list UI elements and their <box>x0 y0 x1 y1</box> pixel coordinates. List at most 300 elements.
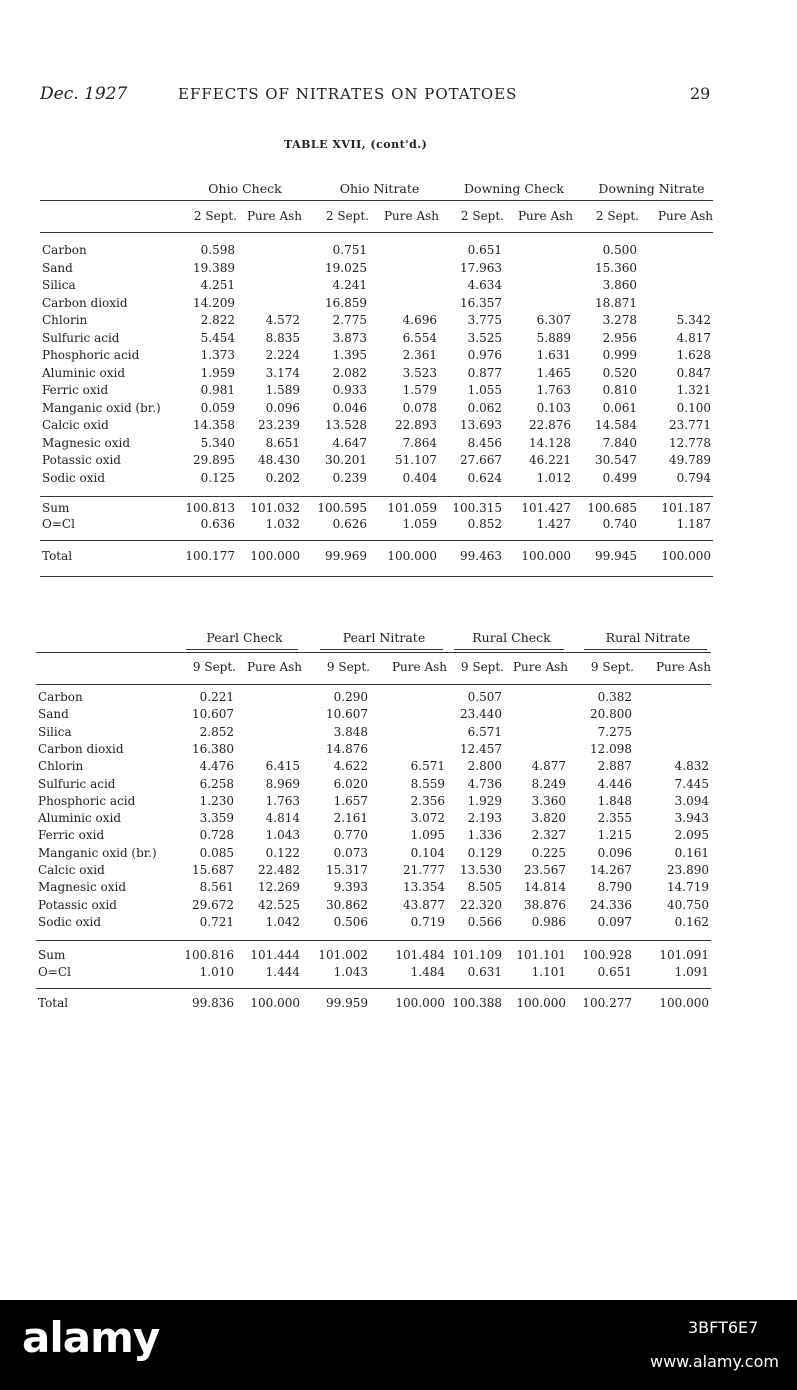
cell-value: 0.877 <box>467 365 502 380</box>
row-label: Sodic oxid <box>42 470 106 485</box>
cell-value: 1.589 <box>265 383 300 397</box>
cell-value: 1.763 <box>536 383 571 397</box>
running-head-title: EFFECTS OF NITRATES ON POTATOES <box>178 85 518 103</box>
cell-value: 0.096 <box>597 845 632 860</box>
cell-value: 22.876 <box>529 418 571 432</box>
cell-value: 12.098 <box>590 741 632 756</box>
cell-value: 0.566 <box>467 914 502 929</box>
cell-value: 101.427 <box>521 501 571 515</box>
cell-value: 4.572 <box>265 313 300 327</box>
cell-value: 6.415 <box>265 759 300 774</box>
cell-value: 0.073 <box>333 845 368 860</box>
row-label: Ferric oxid <box>38 828 105 843</box>
table-rule <box>36 940 711 941</box>
cell-value: 0.999 <box>602 348 637 362</box>
cell-value: 4.251 <box>200 278 235 292</box>
column-subheader: 2 Sept. <box>460 209 504 223</box>
cell-value: 17.963 <box>460 260 502 275</box>
column-subheader: 9 Sept. <box>460 660 504 674</box>
cell-value: 0.651 <box>467 243 502 257</box>
cell-value: 23.567 <box>524 863 566 877</box>
group-underline <box>186 649 298 650</box>
cell-value: 3.943 <box>674 811 709 826</box>
cell-value: 0.129 <box>467 845 502 860</box>
cell-value: 15.360 <box>595 260 637 275</box>
cell-value: 4.241 <box>332 278 367 292</box>
cell-value: 3.873 <box>332 330 367 345</box>
cell-value: 1.043 <box>265 828 300 843</box>
cell-value: 1.091 <box>674 965 709 979</box>
row-label: Carbon <box>42 243 87 257</box>
alamy-logo: alamy <box>22 1313 160 1362</box>
cell-value: 29.672 <box>192 897 234 912</box>
cell-value: 38.876 <box>524 897 566 912</box>
row-label: Sand <box>42 260 73 275</box>
cell-value: 99.969 <box>325 549 367 563</box>
cell-value: 0.624 <box>467 470 502 485</box>
column-subheader: 9 Sept. <box>326 660 370 674</box>
cell-value: 3.523 <box>402 365 437 380</box>
cell-value: 4.736 <box>467 776 502 791</box>
cell-value: 3.359 <box>199 811 234 826</box>
cell-value: 3.278 <box>602 313 637 327</box>
cell-value: 0.626 <box>332 517 367 531</box>
cell-value: 16.357 <box>460 295 502 310</box>
cell-value: 19.025 <box>325 260 367 275</box>
cell-value: 0.221 <box>199 690 234 704</box>
cell-value: 2.775 <box>332 313 367 327</box>
cell-value: 1.042 <box>265 914 300 929</box>
row-label: Phosphoric acid <box>38 793 136 808</box>
table-rule <box>40 576 713 577</box>
cell-value: 100.000 <box>395 996 445 1010</box>
cell-value: 13.530 <box>460 863 502 877</box>
cell-value: 99.945 <box>595 549 637 563</box>
cell-value: 0.161 <box>674 845 709 860</box>
cell-value: 0.933 <box>332 383 367 397</box>
cell-value: 100.000 <box>250 549 300 563</box>
cell-value: 4.814 <box>265 811 300 826</box>
cell-value: 0.125 <box>200 470 235 485</box>
cell-value: 1.043 <box>333 965 368 979</box>
row-label: Carbon <box>38 690 83 704</box>
column-subheader: Pure Ash <box>246 209 302 223</box>
row-label: Sodic oxid <box>38 914 102 929</box>
cell-value: 100.388 <box>452 996 502 1010</box>
cell-value: 7.275 <box>597 724 632 739</box>
cell-value: 1.321 <box>676 383 711 397</box>
cell-value: 2.161 <box>333 811 368 826</box>
cell-value: 23.771 <box>669 418 711 432</box>
cell-value: 0.104 <box>410 845 445 860</box>
row-label: Phosphoric acid <box>42 348 140 362</box>
cell-value: 19.389 <box>193 260 235 275</box>
row-label: Magnesic oxid <box>38 880 126 895</box>
table-rule <box>40 200 713 201</box>
cell-value: 30.862 <box>326 897 368 912</box>
cell-value: 8.790 <box>597 880 632 895</box>
row-label: Aluminic oxid <box>38 811 122 826</box>
cell-value: 0.122 <box>265 845 300 860</box>
cell-value: 0.981 <box>200 383 235 397</box>
column-group-header: Ohio Nitrate <box>339 181 420 196</box>
cell-value: 42.525 <box>258 897 300 912</box>
cell-value: 5.342 <box>676 313 711 327</box>
cell-value: 4.832 <box>674 759 709 774</box>
cell-value: 8.969 <box>265 776 300 791</box>
row-label: Aluminic oxid <box>42 365 126 380</box>
cell-value: 2.327 <box>531 828 566 843</box>
cell-value: 14.128 <box>529 435 571 450</box>
cell-value: 0.062 <box>467 400 502 415</box>
row-label: Carbon dioxid <box>38 741 124 756</box>
cell-value: 5.340 <box>200 435 235 450</box>
cell-value: 6.258 <box>199 776 234 791</box>
cell-value: 0.631 <box>467 965 502 979</box>
cell-value: 0.506 <box>333 914 368 929</box>
cell-value: 8.249 <box>531 776 566 791</box>
cell-value: 21.777 <box>403 863 445 877</box>
cell-value: 9.393 <box>333 880 368 895</box>
cell-value: 0.097 <box>597 914 632 929</box>
column-subheader: Pure Ash <box>512 660 568 674</box>
cell-value: 101.109 <box>452 948 502 962</box>
cell-value: 27.667 <box>460 453 502 467</box>
cell-value: 14.209 <box>193 295 235 310</box>
cell-value: 0.046 <box>332 400 367 415</box>
cell-value: 101.059 <box>387 501 437 515</box>
cell-value: 101.032 <box>250 501 300 515</box>
cell-value: 2.887 <box>597 759 632 774</box>
cell-value: 99.959 <box>326 996 368 1010</box>
cell-value: 6.571 <box>410 759 445 774</box>
cell-value: 1.444 <box>265 965 300 979</box>
cell-value: 0.500 <box>602 243 637 257</box>
cell-value: 101.444 <box>250 948 300 962</box>
row-label: Calcic oxid <box>42 418 109 432</box>
cell-value: 100.928 <box>582 948 632 962</box>
cell-value: 18.871 <box>595 295 637 310</box>
cell-value: 0.740 <box>602 517 637 531</box>
cell-value: 1.579 <box>402 383 437 397</box>
row-label: Manganic oxid (br.) <box>38 845 157 860</box>
column-group-header: Rural Check <box>472 630 551 645</box>
site-url: www.alamy.com <box>650 1352 779 1371</box>
cell-value: 0.976 <box>467 348 502 362</box>
cell-value: 0.085 <box>199 845 234 860</box>
row-label: Silica <box>38 724 72 739</box>
cell-value: 3.820 <box>531 811 566 826</box>
cell-value: 14.584 <box>595 418 637 432</box>
cell-value: 4.634 <box>467 278 502 292</box>
cell-value: 1.215 <box>597 828 632 843</box>
cell-value: 4.476 <box>199 759 234 774</box>
cell-value: 2.082 <box>332 365 367 380</box>
cell-value: 2.956 <box>602 330 637 345</box>
cell-value: 12.778 <box>669 435 711 450</box>
column-subheader: Pure Ash <box>517 209 573 223</box>
cell-value: 0.499 <box>602 470 637 485</box>
column-group-header: Pearl Nitrate <box>342 630 426 645</box>
cell-value: 14.358 <box>193 418 235 432</box>
cell-value: 100.685 <box>587 501 637 515</box>
cell-value: 13.693 <box>460 418 502 432</box>
cell-value: 2.355 <box>597 811 632 826</box>
table-rule <box>36 988 711 989</box>
cell-value: 4.647 <box>332 435 367 450</box>
cell-value: 13.354 <box>403 880 445 895</box>
cell-value: 0.404 <box>402 470 437 485</box>
cell-value: 3.525 <box>467 330 502 345</box>
cell-value: 101.187 <box>661 501 711 515</box>
cell-value: 1.095 <box>410 828 445 843</box>
cell-value: 51.107 <box>395 453 437 467</box>
cell-value: 100.277 <box>582 996 632 1010</box>
table-rule <box>36 684 711 685</box>
cell-value: 23.440 <box>460 707 502 722</box>
cell-value: 101.484 <box>395 948 445 962</box>
cell-value: 1.763 <box>265 793 300 808</box>
cell-value: 0.810 <box>602 383 637 397</box>
row-label: Sulfuric acid <box>38 776 116 791</box>
cell-value: 100.000 <box>659 996 709 1010</box>
cell-value: 1.484 <box>410 965 445 979</box>
cell-value: 3.860 <box>602 278 637 292</box>
page-number: 29 <box>690 84 711 103</box>
cell-value: 23.239 <box>258 418 300 432</box>
row-label: Sum <box>38 948 66 962</box>
table-rule <box>40 496 713 497</box>
cell-value: 101.002 <box>318 948 368 962</box>
column-subheader: 9 Sept. <box>192 660 236 674</box>
table-caption: TABLE XVII, (cont'd.) <box>284 138 428 151</box>
cell-value: 22.320 <box>460 897 502 912</box>
cell-value: 7.864 <box>402 435 437 450</box>
cell-value: 1.631 <box>536 348 571 362</box>
cell-value: 12.457 <box>460 741 502 756</box>
row-label: Chlorin <box>38 759 84 774</box>
cell-value: 4.622 <box>333 759 368 774</box>
table-rule <box>40 232 713 233</box>
group-underline <box>320 649 443 650</box>
cell-value: 15.687 <box>192 863 234 877</box>
column-group-header: Ohio Check <box>208 181 282 196</box>
cell-value: 6.307 <box>536 313 571 327</box>
running-head-date: Dec. 1927 <box>40 84 128 104</box>
cell-value: 0.719 <box>410 914 445 929</box>
cell-value: 3.360 <box>531 793 566 808</box>
row-label: Sand <box>38 707 69 722</box>
cell-value: 1.336 <box>467 828 502 843</box>
group-underline <box>454 649 564 650</box>
cell-value: 1.959 <box>200 365 235 380</box>
cell-value: 1.373 <box>200 348 235 362</box>
cell-value: 0.225 <box>531 845 566 860</box>
cell-value: 100.315 <box>452 501 502 515</box>
column-subheader: 2 Sept. <box>193 209 237 223</box>
row-label: Potassic oxid <box>38 897 117 912</box>
cell-value: 0.520 <box>602 365 637 380</box>
cell-value: 5.889 <box>536 330 571 345</box>
cell-value: 1.012 <box>536 470 571 485</box>
cell-value: 8.505 <box>467 880 502 895</box>
cell-value: 30.201 <box>325 453 367 467</box>
row-label: Ferric oxid <box>42 383 109 397</box>
cell-value: 1.848 <box>597 793 632 808</box>
cell-value: 20.800 <box>590 707 632 722</box>
cell-value: 0.507 <box>467 690 502 704</box>
cell-value: 16.859 <box>325 295 367 310</box>
cell-value: 0.078 <box>402 400 437 415</box>
cell-value: 14.876 <box>326 741 368 756</box>
cell-value: 4.817 <box>676 330 711 345</box>
cell-value: 7.840 <box>602 435 637 450</box>
cell-value: 100.813 <box>185 501 235 515</box>
cell-value: 22.482 <box>258 863 300 877</box>
cell-value: 1.059 <box>402 517 437 531</box>
row-label: Carbon dioxid <box>42 295 128 310</box>
cell-value: 22.893 <box>395 418 437 432</box>
cell-value: 2.193 <box>467 811 502 826</box>
row-label: Magnesic oxid <box>42 435 130 450</box>
cell-value: 0.096 <box>265 400 300 415</box>
cell-value: 12.269 <box>258 880 300 895</box>
cell-value: 0.598 <box>200 243 235 257</box>
cell-value: 2.356 <box>410 793 445 808</box>
cell-value: 0.751 <box>332 243 367 257</box>
column-subheader: Pure Ash <box>246 660 302 674</box>
cell-value: 3.848 <box>333 724 368 739</box>
cell-value: 10.607 <box>192 707 234 722</box>
cell-value: 0.059 <box>200 400 235 415</box>
column-subheader: 2 Sept. <box>595 209 639 223</box>
cell-value: 2.822 <box>200 313 235 327</box>
cell-value: 99.463 <box>460 549 502 563</box>
cell-value: 14.719 <box>667 880 709 895</box>
cell-value: 2.361 <box>402 348 437 362</box>
column-group-header: Downing Check <box>464 181 564 196</box>
cell-value: 0.794 <box>676 470 711 485</box>
cell-value: 40.750 <box>667 897 709 912</box>
cell-value: 100.816 <box>184 948 234 962</box>
cell-value: 2.224 <box>265 348 300 362</box>
cell-value: 43.877 <box>403 897 445 912</box>
column-subheader: Pure Ash <box>657 209 713 223</box>
cell-value: 100.177 <box>185 549 235 563</box>
cell-value: 0.202 <box>265 470 300 485</box>
cell-value: 6.554 <box>402 330 437 345</box>
cell-value: 2.800 <box>467 759 502 774</box>
column-subheader: 2 Sept. <box>325 209 369 223</box>
cell-value: 1.427 <box>536 517 571 531</box>
cell-value: 0.728 <box>199 828 234 843</box>
cell-value: 1.230 <box>199 793 234 808</box>
cell-value: 1.465 <box>536 365 571 380</box>
column-subheader: 9 Sept. <box>590 660 634 674</box>
row-label: Chlorin <box>42 313 88 327</box>
group-underline <box>584 649 707 650</box>
cell-value: 0.986 <box>531 914 566 929</box>
cell-value: 48.430 <box>258 453 300 467</box>
cell-value: 0.636 <box>200 517 235 531</box>
row-label: Manganic oxid (br.) <box>42 400 161 415</box>
row-label: O=Cl <box>38 965 71 979</box>
cell-value: 0.847 <box>676 365 711 380</box>
cell-value: 101.091 <box>659 948 709 962</box>
cell-value: 6.020 <box>333 776 368 791</box>
cell-value: 8.559 <box>410 776 445 791</box>
cell-value: 1.032 <box>265 517 300 531</box>
table-rule <box>40 540 713 541</box>
cell-value: 1.010 <box>199 965 234 979</box>
column-subheader: Pure Ash <box>383 209 439 223</box>
cell-value: 23.890 <box>667 863 709 877</box>
row-label: Silica <box>42 278 76 292</box>
cell-value: 49.789 <box>669 453 711 467</box>
cell-value: 5.454 <box>200 330 235 345</box>
row-label: Potassic oxid <box>42 453 121 467</box>
cell-value: 2.852 <box>199 724 234 739</box>
cell-value: 3.072 <box>410 811 445 826</box>
cell-value: 2.095 <box>674 828 709 843</box>
cell-value: 7.445 <box>674 776 709 791</box>
cell-value: 0.382 <box>597 690 632 704</box>
cell-value: 0.651 <box>597 965 632 979</box>
cell-value: 1.657 <box>333 793 368 808</box>
cell-value: 30.547 <box>595 453 637 467</box>
column-subheader: Pure Ash <box>391 660 447 674</box>
cell-value: 100.000 <box>250 996 300 1010</box>
cell-value: 0.100 <box>676 400 711 415</box>
cell-value: 1.101 <box>531 965 566 979</box>
cell-value: 0.770 <box>333 828 368 843</box>
cell-value: 99.836 <box>192 996 234 1010</box>
cell-value: 8.835 <box>265 330 300 345</box>
cell-value: 13.528 <box>325 418 367 432</box>
row-label: Calcic oxid <box>38 863 105 877</box>
cell-value: 8.456 <box>467 435 502 450</box>
row-label: O=Cl <box>42 517 75 531</box>
cell-value: 0.162 <box>674 914 709 929</box>
cell-value: 0.852 <box>467 517 502 531</box>
cell-value: 0.721 <box>199 914 234 929</box>
cell-value: 4.877 <box>531 759 566 774</box>
row-label: Total <box>38 996 69 1010</box>
cell-value: 4.696 <box>402 313 437 327</box>
cell-value: 1.628 <box>676 348 711 362</box>
cell-value: 29.895 <box>193 453 235 467</box>
cell-value: 14.814 <box>524 880 566 895</box>
cell-value: 3.775 <box>467 313 502 327</box>
cell-value: 46.221 <box>529 453 571 467</box>
cell-value: 15.317 <box>326 863 368 877</box>
column-subheader: Pure Ash <box>655 660 711 674</box>
cell-value: 3.174 <box>265 365 300 380</box>
cell-value: 100.595 <box>317 501 367 515</box>
row-label: Total <box>42 549 73 563</box>
image-id: 3BFT6E7 <box>688 1318 759 1337</box>
cell-value: 1.187 <box>676 517 711 531</box>
cell-value: 6.571 <box>467 724 502 739</box>
cell-value: 1.055 <box>467 383 502 397</box>
column-group-header: Rural Nitrate <box>605 630 691 645</box>
cell-value: 0.290 <box>333 690 368 704</box>
cell-value: 0.061 <box>602 400 637 415</box>
cell-value: 3.094 <box>674 793 709 808</box>
cell-value: 16.380 <box>192 741 234 756</box>
cell-value: 100.000 <box>521 549 571 563</box>
cell-value: 100.000 <box>387 549 437 563</box>
